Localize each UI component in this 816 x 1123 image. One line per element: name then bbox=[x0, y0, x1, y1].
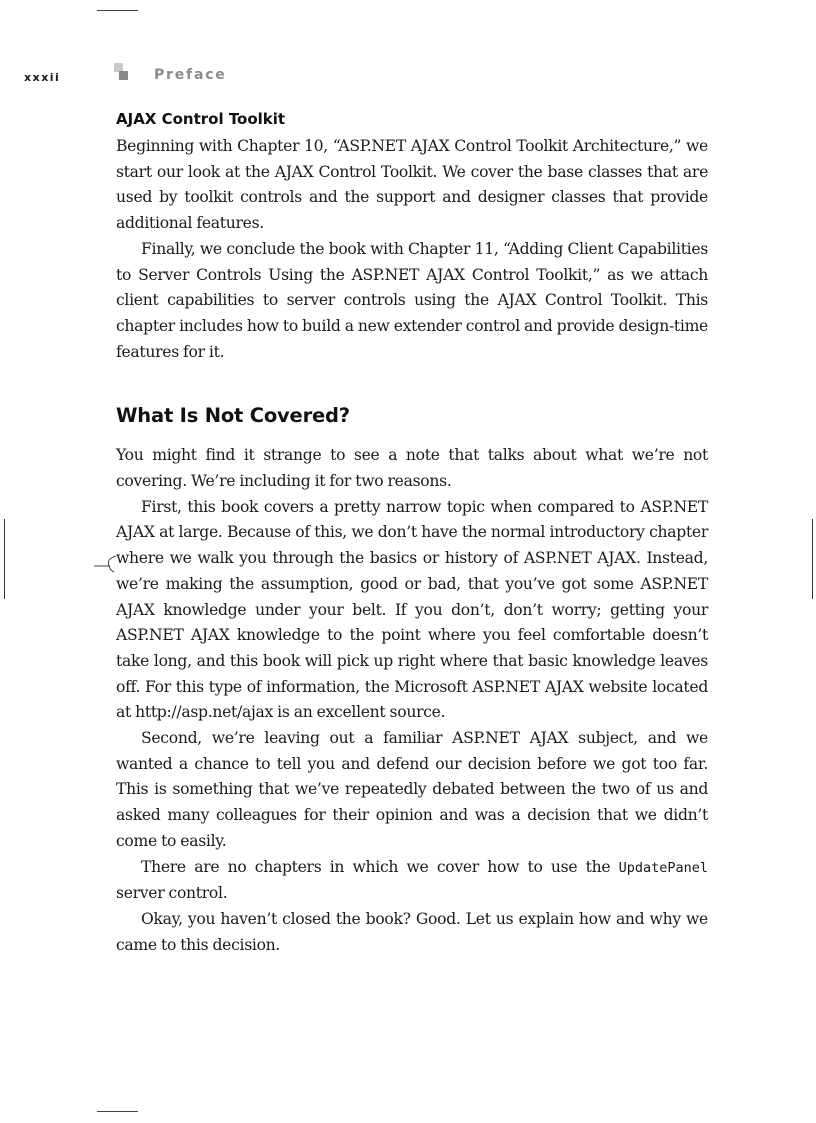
paragraph: First, this book covers a pretty narrow topic when compared to ASP.NET AJAX at large. Because of this, we don’t have the normal introductory chapter where we walk you through the basics or history of ASP.NET AJAX. Instead, we’re making the assumption, good or bad, that you’ve got some ASP.NET AJAX knowledge under your belt. If you don’t, don’t worry; getting your ASP.NET AJAX knowledge to the point where you feel comfortable doesn’t take long, and this book will pick up right where that basic knowledge leaves off. For this type of information, the Microsoft ASP.NET AJAX website located at http://asp.net/ajax is an excellent source. bbox=[116, 497, 708, 722]
paragraph: Second, we’re leaving out a familiar ASP.NET AJAX subject, and we wanted a chance to tell you and defend our decision before we got too far. This is something that we’ve repeatedly debated between the two of us and asked many colleagues for their opinion and was a decision that we didn’t come to easily. bbox=[116, 729, 708, 850]
running-head bbox=[24, 67, 227, 87]
crop-mark-bottom bbox=[97, 1111, 138, 1112]
text-run: There are no chapters in which we cover how to use the bbox=[141, 857, 619, 876]
paragraph bbox=[116, 855, 708, 907]
paragraph: Okay, you haven’t closed the book? Good. Let us explain how and why we came to this decision. bbox=[116, 909, 708, 954]
paragraph: Beginning with Chapter 10, “ASP.NET AJAX Control Toolkit Architecture,” we start our look at the AJAX Control Toolkit. We cover the base classes that are used by toolkit controls and the support and designer classes that provide additional features. bbox=[116, 137, 708, 233]
paragraph: You might find it strange to see a note that talks about what we’re not covering. We’re including it for two reasons. bbox=[116, 446, 708, 491]
registration-mark-left bbox=[4, 519, 5, 599]
crop-mark-top bbox=[97, 10, 138, 11]
margin-bracket-mark bbox=[92, 553, 118, 573]
text-run: server control. bbox=[116, 884, 228, 903]
page-body bbox=[116, 108, 708, 958]
code-term: UpdatePanel bbox=[618, 859, 708, 876]
section-heading-not-covered: What Is Not Covered? bbox=[116, 404, 350, 428]
page-number: xxxii bbox=[24, 70, 61, 84]
registration-mark-right bbox=[812, 519, 813, 599]
paragraph: Finally, we conclude the book with Chapter 11, “Adding Client Capabilities to Server Controls Using the ASP.NET AJAX Control Toolkit,” as we attach client capabilities to server controls using the AJAX Control Toolkit. This chapter includes how to build a new extender control and provide design-time features for it. bbox=[116, 239, 708, 361]
section-marker-icon bbox=[114, 63, 134, 83]
subsection-heading-toolkit: AJAX Control Toolkit bbox=[116, 110, 286, 128]
running-head-title: Preface bbox=[154, 67, 227, 83]
